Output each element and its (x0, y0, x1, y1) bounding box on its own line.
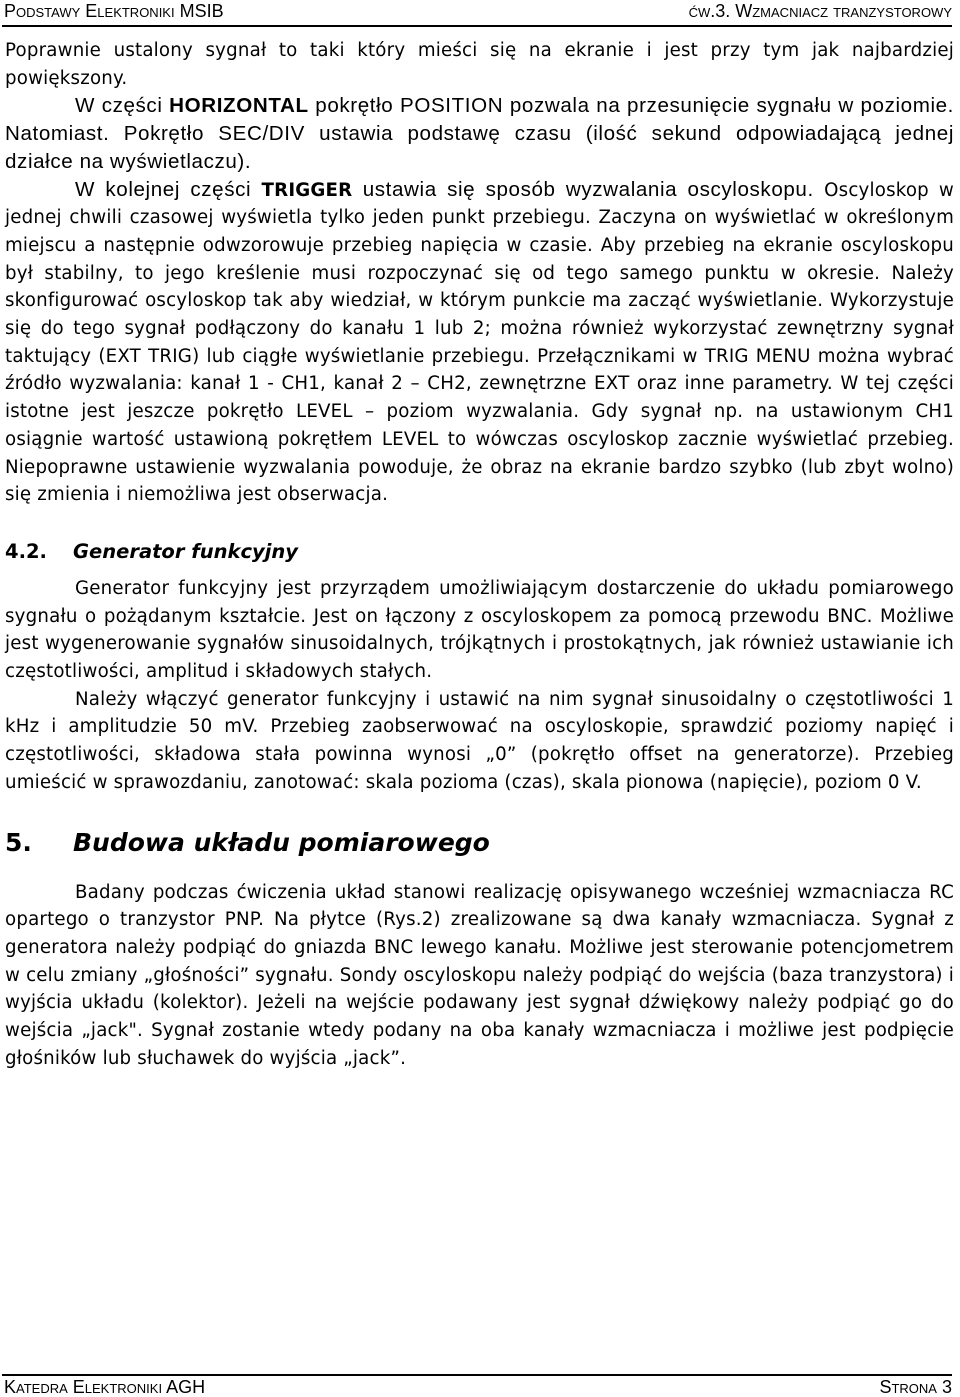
paragraph-horizontal (5, 92, 954, 175)
footer-divider (2, 1374, 952, 1376)
page-header (2, 0, 952, 24)
horizontal-keyword: HORIZONTAL (169, 94, 309, 118)
document-body (5, 37, 954, 1073)
footer-page-number: Strona 3 (879, 1377, 952, 1397)
trigger-keyword: TRIGGER (261, 179, 353, 201)
text-run: Oscyloskop w jednej chwili czasowej wyświetla tylko jeden punkt przebiegu. Zaczyna on wyświetlać w określonym miejscu a następnie odwzorowuje przebieg napięcia w czasie. Aby przebieg na ekranie oscyloskopu był stabilny, to jego kreślenie musi rozpoczynać się od tego samego punktu w okresie. Należy skonfigurować oscyloskop tak aby wiedział, w którym punkcie ma zacząć wyświetlanie. Wykorzystuje się do tego sygnał podłączony do kanału 1 lub 2; można również wykorzystać zewnętrzny sygnał taktujący (EXT TRIG) lub ciągłe wyświetlanie przebiegu. Przełącznikami w TRIG MENU można wybrać źródło wyzwalania: kanał 1 - CH1, kanał 2 – CH2, zewnętrzne EXT oraz inne parametry. W tej części istotne jest jeszcze pokrętło LEVEL – poziom wyzwalania. Gdy sygnał np. na ustawionym CH1 osiągnie wartość ustawioną pokrętłem LEVEL to wówczas oscyloskop zacznie wyświetlać przebieg. Niepoprawne ustawienie wyzwalania powoduje, że obraz na ekranie bardzo szybko (lub zbyt wolno) się zmienia i niemożliwa jest obserwacja. (5, 179, 954, 506)
paragraph-measurement-setup: Badany podczas ćwiczenia układ stanowi realizację opisywanego wcześniej wzmacniacza RC opartego o tranzystor PNP. Na płytce (Rys.2) zrealizowane są dwa kanały wzmacniacza. Sygnał z generatora należy podpiąć do gniazda BNC lewego kanału. Możliwe jest sterowanie potencjometrem w celu zmiany „głośności” sygnału. Sondy oscyloskopu należy podpiąć do wejścia (baza tranzystora) i wyjścia układu (kolektor). Jeżeli na wejście podawany jest sygnał dźwiękowy należy podpiąć go do wejścia „jack". Sygnał zostanie wtedy podany na oba kanały wzmacniacza i możliwe jest podpięcie głośników lub słuchawek do wyjścia „jack”. (5, 881, 954, 1069)
section-heading-5 (5, 827, 954, 859)
paragraph-signal: Poprawnie ustalony sygnał to taki który mieści się na ekranie i jest przy tym jak najbardziej powiększony. (5, 40, 954, 89)
section-title: Generator funkcyjny (73, 539, 299, 563)
header-divider (2, 25, 952, 27)
page-footer (2, 1377, 952, 1397)
paragraph-generator-intro: Generator funkcyjny jest przyrządem umożliwiającym dostarczenie do układu pomiarowego sygnału o pożądanym kształcie. Jest on łączony z oscyloskopem za pomocą przewodu BNC. Możliwe jest wygenerowanie sygnałów sinusoidalnych, trójkątnych i prostokątnych, jak również ustawianie ich częstotliwości, amplitud i składowych stałych. (5, 577, 954, 683)
paragraph-generator-task: Należy włączyć generator funkcyjny i ustawić na nim sygnał sinusoidalny o częstotliwości 1 kHz i amplitudzie 50 mV. Przebieg zaobserwować na oscyloskopie, sprawdzić poziomy napięć i częstotliwości, składowa stała powinna wynosi „0” (pokrętło offset na generatorze). Przebieg umieścić w sprawozdaniu, zanotować: skala pozioma (czas), skala pionowa (napięcie), poziom 0 V. (5, 688, 954, 793)
text-run: ustawia się sposób wyzwalania oscyloskopu. (352, 177, 825, 201)
section-number: 4.2. (5, 539, 47, 563)
header-course-title: Podstawy Elektroniki MSIB (4, 1, 224, 21)
paragraph-trigger (5, 176, 954, 509)
section-heading-4-2 (5, 538, 954, 566)
section-title: Budowa układu pomiarowego (73, 827, 490, 857)
text-run: W kolejnej części (75, 177, 262, 201)
section-number: 5. (5, 827, 32, 857)
footer-department: Katedra Elektroniki AGH (4, 1377, 206, 1397)
header-exercise-title: ćw.3. Wzmacniacz tranzystorowy (688, 1, 952, 21)
text-run: pokrętło POSITION pozwala na przesunięcie sygnału w poziomie. Natomiast. Pokrętło SEC/DIV ustawia podstawę czasu (ilość sekund odpowiadającą jednej działce na wyświetlaczu). (5, 94, 955, 173)
text-run: W części (75, 94, 170, 118)
